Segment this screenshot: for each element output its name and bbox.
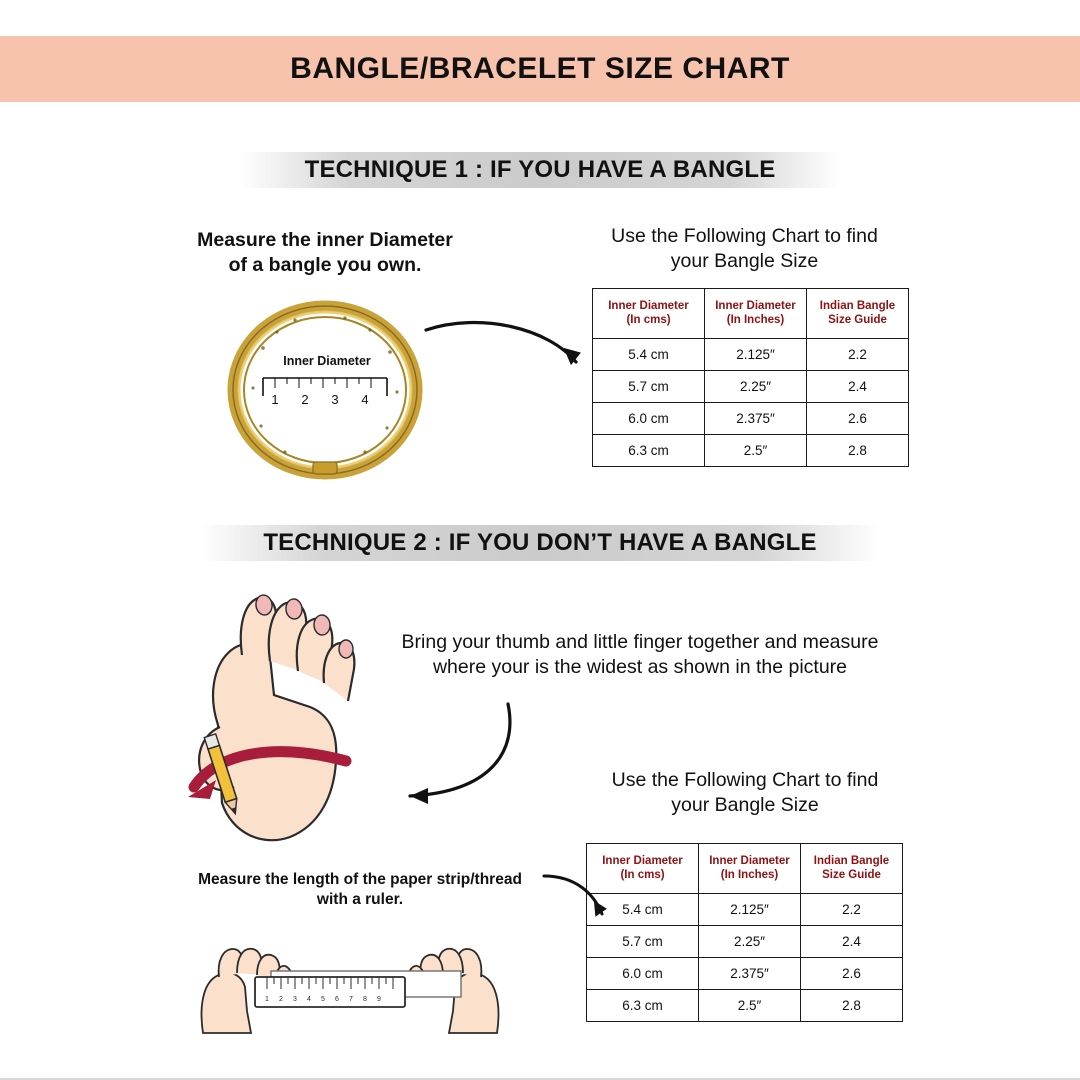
instruction-thumb-measure: Bring your thumb and little finger together and measure where your is the widest as shown in the picture bbox=[401, 631, 879, 678]
table-row bbox=[587, 989, 903, 1021]
table-row bbox=[593, 370, 909, 402]
instruction-use-chart-2: Use the Following Chart to find your Bangle Size bbox=[611, 769, 879, 816]
cell-size: 2.8 bbox=[801, 989, 903, 1021]
table-row bbox=[587, 925, 903, 957]
size-chart-table-1 bbox=[592, 288, 909, 467]
col-header-line2: Size Guide bbox=[822, 869, 881, 882]
page-title: BANGLE/BRACELET SIZE CHART bbox=[290, 52, 790, 85]
cell-cms: 5.7 cm bbox=[593, 370, 705, 402]
instruction-measure-diameter: Measure the inner Diameter of a bangle you own. bbox=[197, 229, 453, 276]
col-header-line2: (In cms) bbox=[620, 869, 665, 882]
cell-cms: 6.3 cm bbox=[587, 989, 699, 1021]
svg-text:7: 7 bbox=[349, 996, 353, 1003]
col-header-line2: (In Inches) bbox=[720, 869, 779, 882]
ruler-measuring-illustration bbox=[185, 915, 515, 1040]
cell-cms: 5.7 cm bbox=[587, 925, 699, 957]
table-header-row bbox=[587, 844, 903, 894]
svg-text:1: 1 bbox=[271, 392, 279, 407]
cell-size: 2.2 bbox=[807, 338, 909, 370]
instruction-use-chart-1: Use the Following Chart to find your Bangle Size bbox=[611, 225, 878, 272]
col-header-line1: Inner Diameter bbox=[608, 300, 689, 312]
bangle-illustration bbox=[225, 300, 425, 480]
svg-text:2: 2 bbox=[279, 996, 283, 1003]
svg-text:3: 3 bbox=[293, 996, 297, 1003]
col-header-line2: Size Guide bbox=[828, 314, 887, 327]
cell-cms: 6.3 cm bbox=[593, 434, 705, 466]
arrow-to-chart-2-icon bbox=[540, 870, 612, 930]
table-row bbox=[587, 893, 903, 925]
column-header-indian-size bbox=[801, 844, 903, 894]
svg-text:8: 8 bbox=[363, 996, 367, 1003]
svg-text:6: 6 bbox=[335, 996, 339, 1003]
col-header-line1: Inner Diameter bbox=[602, 855, 683, 867]
cell-size: 2.2 bbox=[801, 893, 903, 925]
col-header-line1: Inner Diameter bbox=[709, 855, 790, 867]
col-header-line2: (In cms) bbox=[626, 314, 671, 327]
cell-inches: 2.5″ bbox=[699, 989, 801, 1021]
hand-illustration bbox=[170, 575, 400, 850]
svg-text:9: 9 bbox=[377, 996, 381, 1003]
cell-size: 2.4 bbox=[801, 925, 903, 957]
svg-text:3: 3 bbox=[331, 392, 339, 407]
svg-text:1: 1 bbox=[265, 996, 269, 1003]
col-header-line1: Inner Diameter bbox=[715, 300, 796, 312]
svg-text:4: 4 bbox=[307, 996, 311, 1003]
cell-size: 2.4 bbox=[807, 370, 909, 402]
cell-inches: 2.375″ bbox=[705, 402, 807, 434]
svg-text:4: 4 bbox=[361, 392, 369, 407]
cell-inches: 2.25″ bbox=[699, 925, 801, 957]
cell-cms: 6.0 cm bbox=[587, 957, 699, 989]
size-chart-table-2 bbox=[586, 843, 903, 1022]
cell-cms: 6.0 cm bbox=[593, 402, 705, 434]
cell-size: 2.6 bbox=[807, 402, 909, 434]
cell-cms: 5.4 cm bbox=[587, 893, 699, 925]
arrow-to-hand-icon bbox=[380, 700, 520, 810]
cell-inches: 2.25″ bbox=[705, 370, 807, 402]
page-header bbox=[0, 36, 1080, 102]
instruction-measure-paper-strip: Measure the length of the paper strip/thread with a ruler. bbox=[198, 871, 522, 909]
table-row bbox=[587, 957, 903, 989]
table-row bbox=[593, 434, 909, 466]
table-row bbox=[593, 338, 909, 370]
svg-text:2: 2 bbox=[301, 392, 309, 407]
table-header-row bbox=[593, 289, 909, 339]
cell-inches: 2.125″ bbox=[705, 338, 807, 370]
section-banner-technique-1: TECHNIQUE 1 : IF YOU HAVE A BANGLE bbox=[240, 152, 840, 188]
inner-diameter-label: Inner Diameter bbox=[283, 354, 371, 368]
cell-size: 2.6 bbox=[801, 957, 903, 989]
col-header-line1: Indian Bangle bbox=[819, 300, 896, 312]
col-header-line1: Indian Bangle bbox=[813, 855, 890, 867]
column-header-indian-size bbox=[807, 289, 909, 339]
cell-inches: 2.125″ bbox=[699, 893, 801, 925]
col-header-line2: (In Inches) bbox=[726, 314, 785, 327]
column-header-inches bbox=[705, 289, 807, 339]
table-row bbox=[593, 402, 909, 434]
cell-inches: 2.5″ bbox=[705, 434, 807, 466]
section-banner-technique-2: TECHNIQUE 2 : IF YOU DON’T HAVE A BANGLE bbox=[200, 525, 880, 561]
arrow-to-chart-1-icon bbox=[420, 318, 600, 388]
cell-cms: 5.4 cm bbox=[593, 338, 705, 370]
column-header-inches bbox=[699, 844, 801, 894]
column-header-cms bbox=[593, 289, 705, 339]
cell-inches: 2.375″ bbox=[699, 957, 801, 989]
svg-text:5: 5 bbox=[321, 996, 325, 1003]
cell-size: 2.8 bbox=[807, 434, 909, 466]
